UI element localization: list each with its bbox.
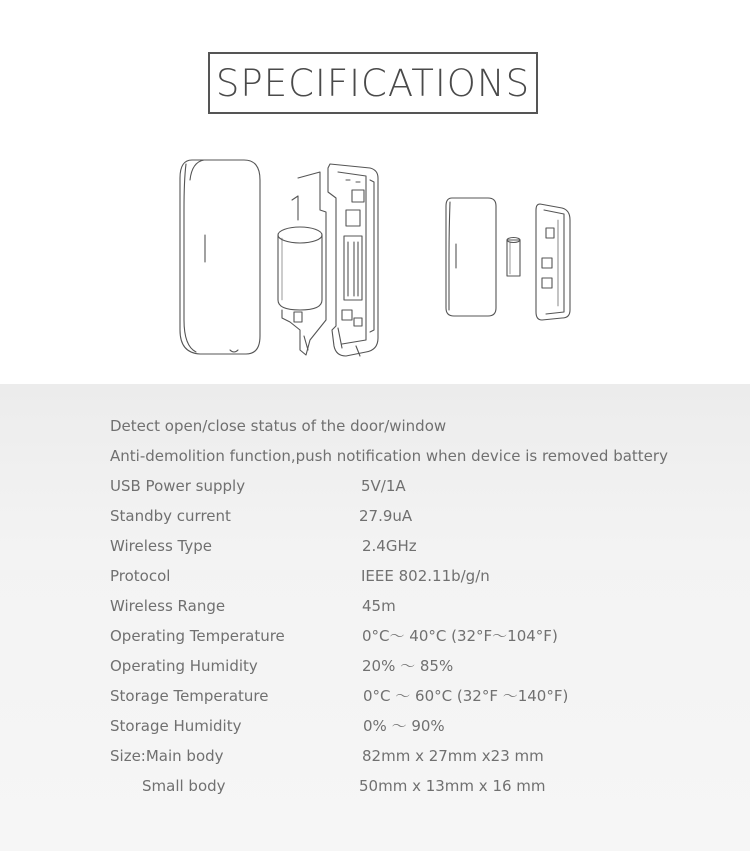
- spec-value: IEEE 802.11b/g/n: [361, 567, 490, 585]
- spec-row: [0, 656, 750, 676]
- spec-value: 0°C ～ 60°C (32°F ～140°F): [363, 687, 569, 705]
- spec-row: [0, 566, 750, 586]
- spec-row: [0, 626, 750, 646]
- spec-label: Standby current: [110, 507, 231, 525]
- spec-label: Protocol: [110, 567, 171, 585]
- spec-label: Size:Main body: [110, 747, 224, 765]
- spec-label: Operating Humidity: [110, 657, 258, 675]
- spec-value: 82mm x 27mm x23 mm: [362, 747, 544, 765]
- spec-value: 5V/1A: [361, 477, 406, 495]
- spec-value: 27.9uA: [359, 507, 413, 525]
- spec-value: 50mm x 13mm x 16 mm: [359, 777, 546, 795]
- spec-row: [0, 686, 750, 706]
- spec-row: [0, 506, 750, 526]
- spec-value: 0% ～ 90%: [363, 717, 445, 735]
- spec-value: 2.4GHz: [362, 537, 417, 555]
- title-box: [208, 52, 538, 114]
- spec-value: 20% ～ 85%: [362, 657, 454, 675]
- feature-line: Anti-demolition function,push notification when device is removed battery: [110, 447, 668, 465]
- spec-label: Storage Humidity: [110, 717, 242, 735]
- spec-label: Storage Temperature: [110, 687, 269, 705]
- spec-label: USB Power supply: [110, 477, 246, 495]
- spec-row: [0, 776, 750, 796]
- spec-row: [0, 476, 750, 496]
- spec-label: Small body: [142, 777, 226, 795]
- spec-value: 0°C～ 40°C (32°F～104°F): [362, 627, 558, 645]
- spec-row: [0, 596, 750, 616]
- door-sensor-exploded-view-icon: [170, 150, 590, 365]
- spec-label: Operating Temperature: [110, 627, 285, 645]
- spec-row: [0, 716, 750, 736]
- spec-row: [0, 746, 750, 766]
- feature-line: Detect open/close status of the door/window: [110, 417, 447, 435]
- spec-row: [0, 536, 750, 556]
- hero-section: [0, 0, 750, 384]
- spec-label: Wireless Type: [110, 537, 212, 555]
- spec-value: 45m: [362, 597, 396, 615]
- spec-label: Wireless Range: [110, 597, 226, 615]
- page-title: SPECIFICATIONS: [215, 61, 531, 105]
